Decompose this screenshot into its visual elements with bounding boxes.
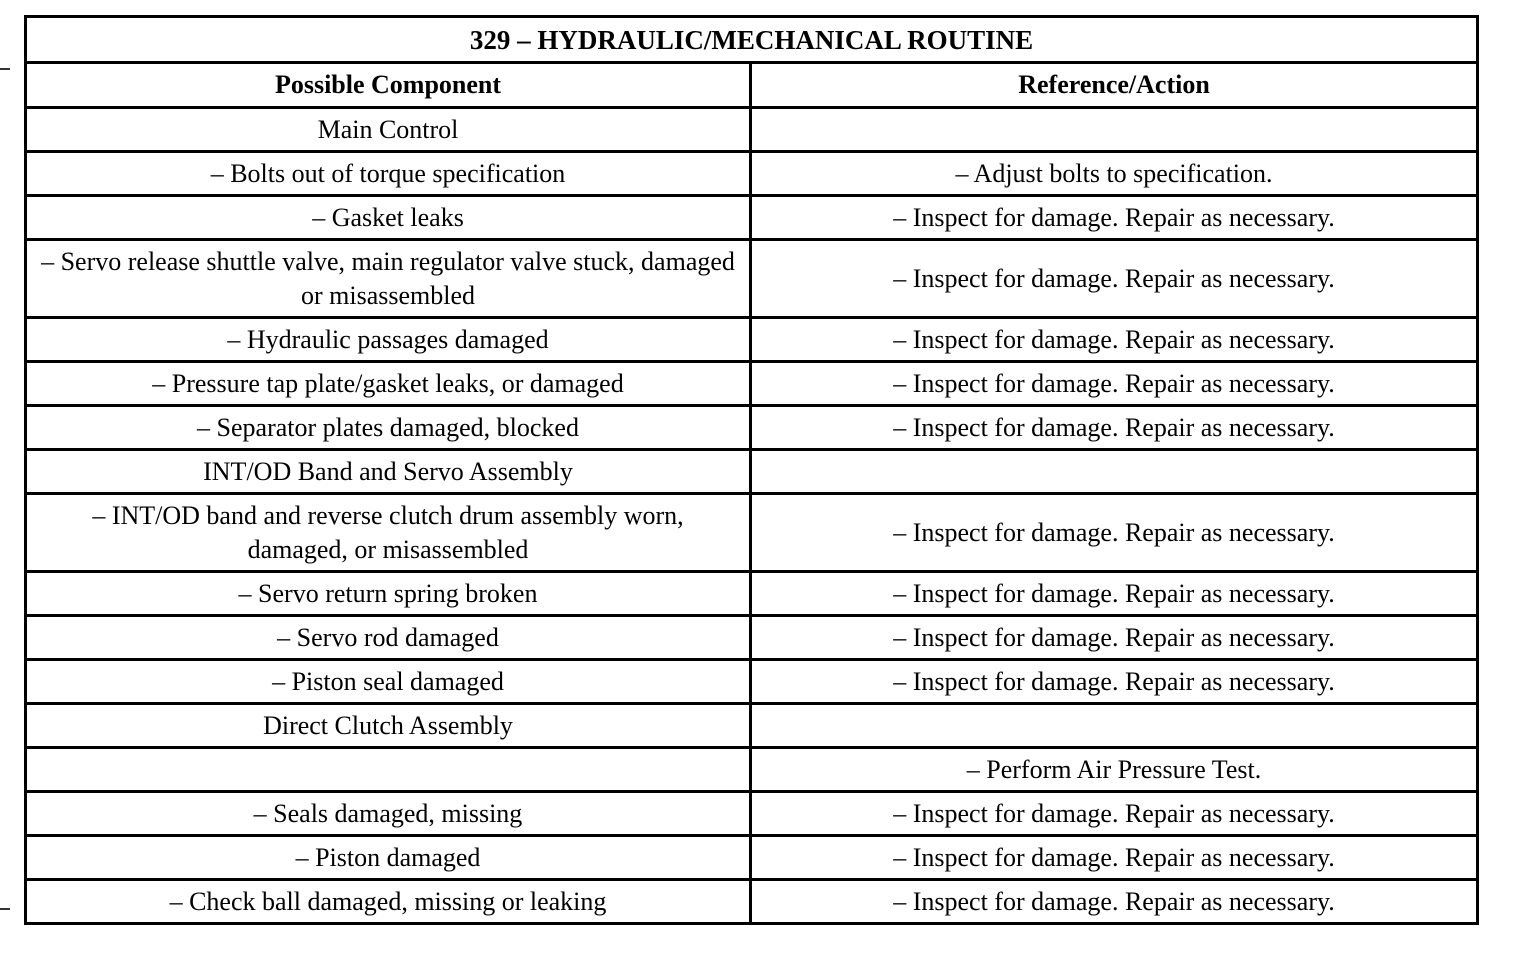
table-header-row	[26, 63, 1478, 108]
cell-reference-action	[751, 450, 1478, 494]
table-title-row	[26, 17, 1478, 63]
table-row	[26, 792, 1478, 836]
cell-possible-component: INT/OD Band and Servo Assembly	[26, 450, 751, 494]
cell-possible-component: – Separator plates damaged, blocked	[26, 406, 751, 450]
scan-edge-mark-bottom	[0, 908, 10, 910]
table-body	[26, 108, 1478, 924]
cell-reference-action: – Inspect for damage. Repair as necessary.	[751, 836, 1478, 880]
cell-reference-action: – Inspect for damage. Repair as necessary.	[751, 572, 1478, 616]
cell-possible-component: – Servo rod damaged	[26, 616, 751, 660]
cell-possible-component: – INT/OD band and reverse clutch drum assembly worn, damaged, or misassembled	[26, 494, 751, 572]
cell-possible-component: – Pressure tap plate/gasket leaks, or damaged	[26, 362, 751, 406]
cell-possible-component: – Gasket leaks	[26, 196, 751, 240]
table-row	[26, 494, 1478, 572]
table-row	[26, 318, 1478, 362]
table-row	[26, 704, 1478, 748]
cell-reference-action: – Inspect for damage. Repair as necessary.	[751, 240, 1478, 318]
column-header-component: Possible Component	[26, 63, 751, 108]
table-row	[26, 450, 1478, 494]
cell-reference-action: – Inspect for damage. Repair as necessary.	[751, 406, 1478, 450]
table-title: 329 – HYDRAULIC/MECHANICAL ROUTINE	[26, 17, 1478, 63]
cell-possible-component: – Seals damaged, missing	[26, 792, 751, 836]
cell-possible-component: – Servo release shuttle valve, main regulator valve stuck, damaged or misassembled	[26, 240, 751, 318]
table-row	[26, 880, 1478, 924]
table-row	[26, 836, 1478, 880]
cell-possible-component: – Piston seal damaged	[26, 660, 751, 704]
table-row	[26, 660, 1478, 704]
cell-possible-component: – Check ball damaged, missing or leaking	[26, 880, 751, 924]
cell-reference-action: – Inspect for damage. Repair as necessary.	[751, 318, 1478, 362]
scan-edge-mark-top	[0, 68, 10, 70]
column-header-action: Reference/Action	[751, 63, 1478, 108]
cell-reference-action	[751, 704, 1478, 748]
cell-reference-action	[751, 108, 1478, 152]
cell-reference-action: – Inspect for damage. Repair as necessary.	[751, 880, 1478, 924]
table-row	[26, 152, 1478, 196]
cell-reference-action: – Inspect for damage. Repair as necessary.	[751, 616, 1478, 660]
cell-possible-component	[26, 748, 751, 792]
table-row	[26, 748, 1478, 792]
hydraulic-mechanical-routine-table	[24, 15, 1479, 925]
cell-reference-action: – Inspect for damage. Repair as necessary.	[751, 792, 1478, 836]
table-row	[26, 240, 1478, 318]
table-row	[26, 362, 1478, 406]
cell-possible-component: – Hydraulic passages damaged	[26, 318, 751, 362]
cell-reference-action: – Inspect for damage. Repair as necessary.	[751, 494, 1478, 572]
table-row	[26, 108, 1478, 152]
cell-reference-action: – Perform Air Pressure Test.	[751, 748, 1478, 792]
table-row	[26, 196, 1478, 240]
cell-possible-component: – Servo return spring broken	[26, 572, 751, 616]
cell-possible-component: – Piston damaged	[26, 836, 751, 880]
cell-reference-action: – Inspect for damage. Repair as necessary.	[751, 196, 1478, 240]
cell-reference-action: – Adjust bolts to specification.	[751, 152, 1478, 196]
table-row	[26, 406, 1478, 450]
cell-possible-component: Main Control	[26, 108, 751, 152]
cell-reference-action: – Inspect for damage. Repair as necessary.	[751, 660, 1478, 704]
cell-possible-component: – Bolts out of torque specification	[26, 152, 751, 196]
table-row	[26, 572, 1478, 616]
cell-reference-action: – Inspect for damage. Repair as necessary.	[751, 362, 1478, 406]
cell-possible-component: Direct Clutch Assembly	[26, 704, 751, 748]
table-row	[26, 616, 1478, 660]
